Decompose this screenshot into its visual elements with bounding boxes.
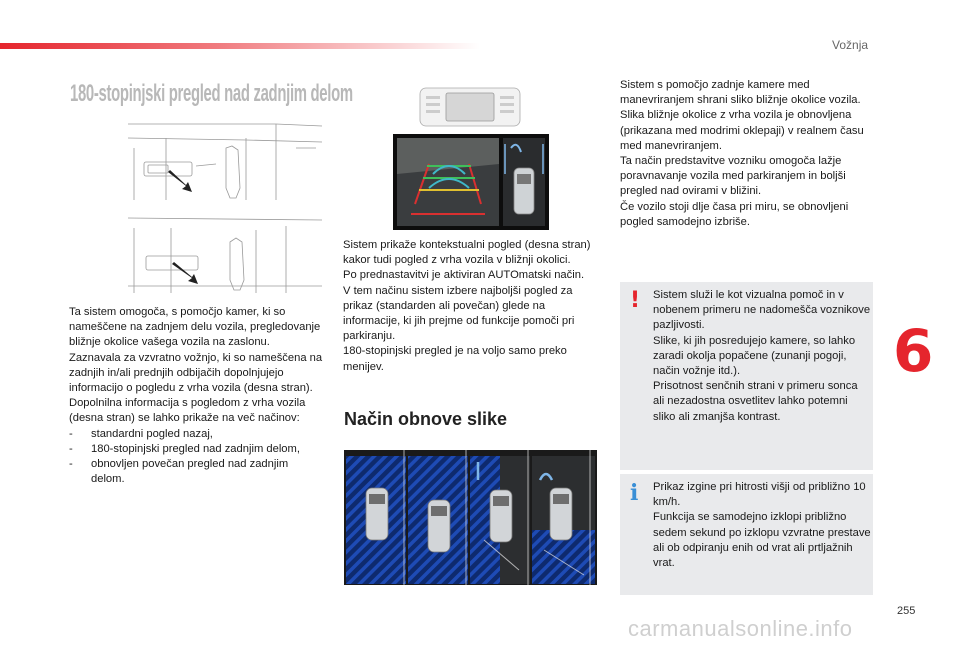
info-box: [620, 474, 873, 595]
paragraph: Po prednastavitvi je aktiviran AUTOmatski način.: [343, 269, 585, 282]
info-icon: i: [630, 480, 639, 506]
restored-view-illustration: [344, 450, 597, 585]
paragraph: Sistem s pomočjo zadnje kamere med manevriranjem shrani sliko bližnje okolice vozila. Slika bližnje okolice z vrha vozila je obnovljena (prikazana med modrimi oklepaji) v realnem času med manevriranjem.: [620, 79, 864, 152]
warning-icon: !: [630, 288, 641, 313]
list-item: - obnovljen povečan pregled nad zadnjim delom.: [69, 457, 324, 487]
context-view-text: [343, 238, 603, 375]
info-text: [653, 480, 871, 571]
warning-box: [620, 282, 873, 470]
paragraph: Prikaz izgine pri hitrosti višji od približno 10 km/h.: [653, 481, 866, 509]
paragraph: Ta način predstavitve vozniku omogoča lažje poravnavanje vozila med parkiranjem in boljši pregled nad ovirami v bližini.: [620, 155, 846, 198]
page-title: 180-stopinjski pregled nad zadnjim delom: [70, 80, 353, 107]
paragraph: Če vozilo stoji dlje časa pri miru, se obnovljeni pogled samodejno izbriše.: [620, 200, 849, 228]
paragraph: Sistem prikaže kontekstualni pogled (desna stran) kakor tudi pogled z vrha vozila v bližnji okolici.: [343, 239, 591, 267]
list-item: - 180-stopinjski pregled nad zadnjim delom,: [69, 442, 324, 457]
section-title: Vožnja: [832, 38, 869, 52]
paragraph: V tem načinu sistem izbere najboljši pogled za prikaz (standarden ali povečan) glede na informacije, ki jih prejme od funkcije pomoči pri parkiranju.: [343, 284, 575, 343]
camera-view-screen: [393, 134, 549, 230]
view-modes-list: [69, 427, 324, 488]
intro-text: [69, 305, 324, 487]
restore-description-text: [620, 78, 875, 230]
dashboard-screen-illustration: [418, 86, 522, 130]
page-number: 255: [897, 605, 916, 617]
paragraph: Funkcija se samodejno izklopi približno sedem sekund po izklopu vzvratne prestave ali ob odpiranju enih od vrat ali prtljažnih vrat.: [653, 511, 871, 570]
van-rear-illustration: [126, 118, 324, 298]
watermark: carmanualsonline.info: [628, 616, 853, 641]
list-item: - standardni pogled nazaj,: [69, 427, 324, 442]
intro-paragraph: Ta sistem omogoča, s pomočjo kamer, ki so nameščene na zadnjem delu vozila, pregledovanje bližnje okolice vašega vozila na zaslonu. Zaznavala za vzvratno vožnjo, ki so nameščena na zadnjih in/ali prednjih odbijačih dopolnjujejo informacijo o pogledu z vrha vozila (desna stran).: [69, 306, 323, 395]
warning-text: [653, 288, 871, 425]
intro-paragraph: Dopolnilna informacija s pogledom z vrha vozila (desna stran) se lahko prikaže na več načinov:: [69, 397, 306, 425]
chapter-number: 6: [893, 317, 934, 385]
paragraph: Sistem služi le kot vizualna pomoč in v nobenem primeru ne nadomešča voznikove pazljivosti.: [653, 289, 871, 332]
paragraph: 180-stopinjski pregled je na voljo samo preko menijev.: [343, 345, 567, 373]
paragraph: Prisotnost senčnih strani v primeru sonca ali nezadostna osvetlitev lahko potemni sliko ali zmanjša kontrast.: [653, 380, 858, 423]
paragraph: Slike, ki jih posredujejo kamere, so lahko zaradi okolja popačene (zunanji pogoji, način vožnje itd.).: [653, 334, 856, 378]
section-heading: Način obnove slike: [344, 409, 508, 429]
header-accent-bar: [0, 43, 480, 49]
